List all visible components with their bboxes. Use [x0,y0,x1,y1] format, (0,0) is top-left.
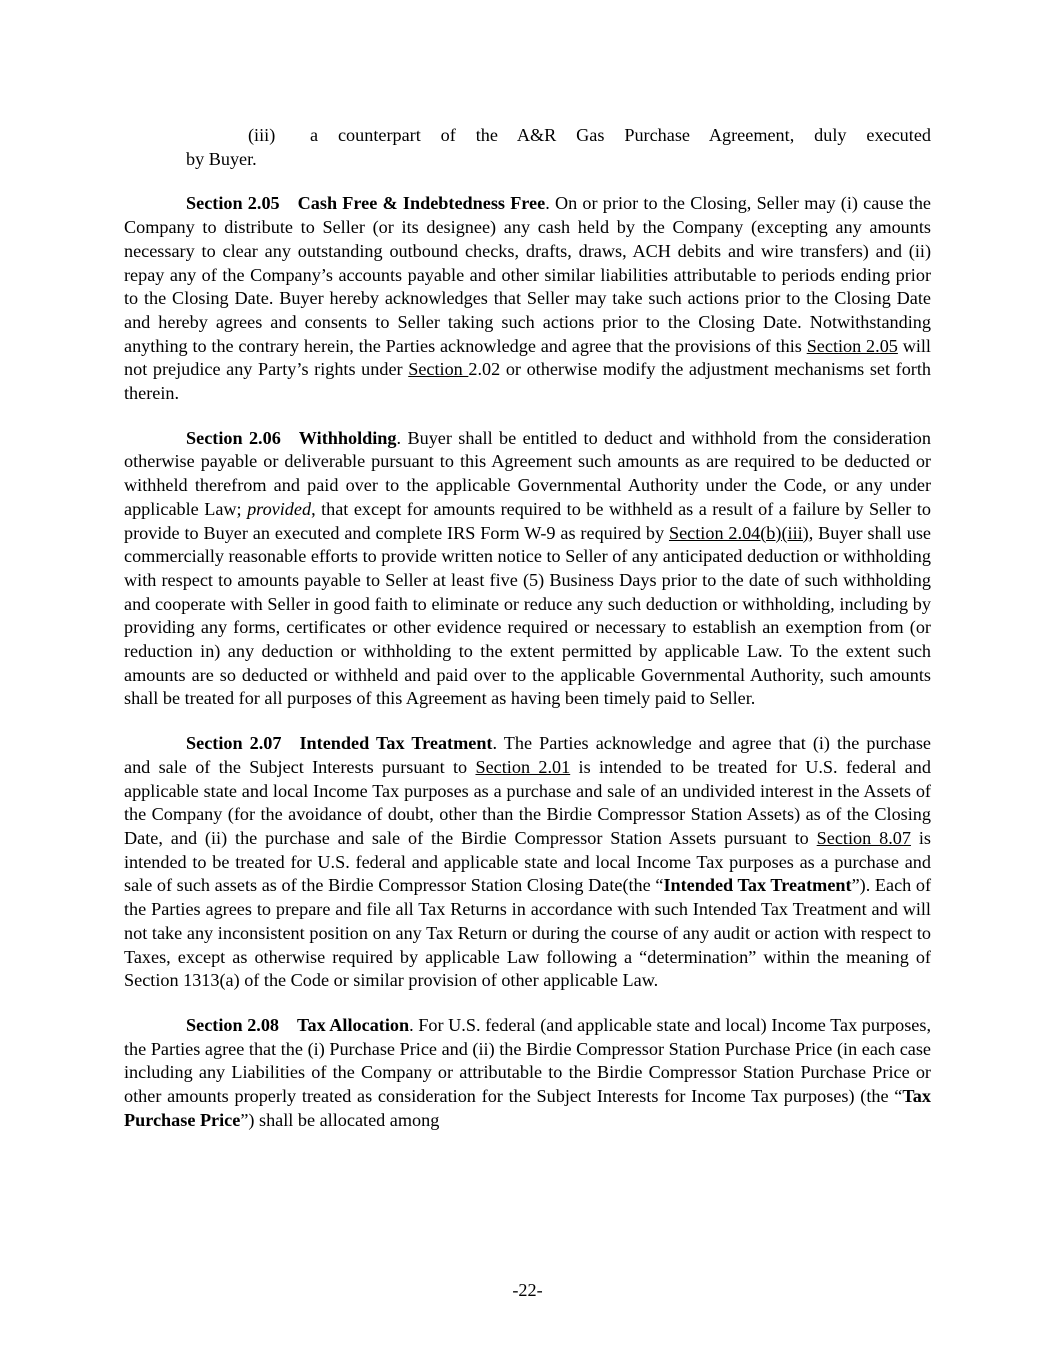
section-text: is intended to be treated for U.S. federal and applicable state and local Income Tax purposes as a purchase and sale of such assets as of the Birdie Compressor Station Closing Date(the “ [124,827,931,896]
cross-reference: Section 2.05 [806,335,898,356]
section-text: , that except for amounts required to be withheld as a result of a failure by Seller to provide to Buyer an executed and complete IRS Form W-9 as required by [124,498,931,543]
defined-term: Intended Tax Treatment [663,875,852,896]
cross-reference: Section 2.01 [475,756,571,777]
section-text: 2.02 or otherwise modify the adjustment mechanisms set forth therein. [124,359,931,404]
clause-item-iii-line1 [124,124,931,148]
document-page [124,124,931,1153]
section-2-06 [124,427,931,711]
section-number: Section 2.05 [186,193,280,214]
section-text: , Buyer shall use commercially reasonable efforts to provide written notice to Seller of any anticipated deduction or withholding with respect to amounts payable to Seller at least five (5) Business Days prior to the date of such withholding and cooperate with Seller in good faith to eliminate or reduce any such deduction or withholding, including by providing any forms, certificates or other evidence required or necessary to establish an exemption from (or reduction in) any deduction or withholding to the extent permitted by applicable Law. To the extent such amounts are so deducted or withheld and paid over to the applicable Governmental Authority, such amounts shall be treated for all purposes of this Agreement as having been timely paid to Seller. [124,522,931,709]
clause-item-text-line1: a counterpart of the A&R Gas Purchase Agreement, duly executed [310,125,931,145]
section-text: ”) shall be allocated among [240,1109,440,1130]
section-text: . For U.S. federal (and applicable state and local) Income Tax purposes, the Parties agree that the (i) Purchase Price and (ii) the Birdie Compressor Station Purchase Price (in each case including any Liabilities of the Company or attributable to the Birdie Compressor Station Purchase Price or other amounts properly treated as consideration for the Subject Interests for Income Tax purposes) (the “ [124,1014,931,1107]
section-title: Withholding [298,427,397,448]
section-text: . On or prior to the Closing, Seller may (i) cause the Company to distribute to Seller (or its designee) any cash held by the Company (excepting any amounts necessary to clear any outstanding outbound checks, drafts, draws, ACH debits and wire transfers) and (ii) repay any of the Company’s accounts payable and other similar liabilities attributable to periods ending prior to the Closing Date. Buyer hereby acknowledges that Seller may take such actions prior to the Closing Date and hereby agrees and consents to Seller taking such actions prior to the Closing Date. Notwithstanding anything to the contrary herein, the Parties acknowledge and agree that the provisions of this [124,193,931,356]
section-title: Tax Allocation [297,1014,410,1035]
section-text: is intended to be treated for U.S. federal and applicable state and local Income Tax purposes as a purchase and sale of an undivided interest in the Assets of the Company (for the avoidance of doubt, other than the Birdie Compressor Station Assets) as of the Closing Date, and (ii) the purchase and sale of the Birdie Compressor Station Assets pursuant to [124,756,931,848]
section-2-07 [124,732,931,993]
section-2-05 [124,192,931,405]
cross-reference: Section 2.04(b)(iii) [668,522,809,543]
page-number: -22- [512,1280,543,1300]
defined-term: Tax Purchase Price [124,1086,931,1130]
italic-term: provided [247,498,312,519]
section-number: Section 2.06 [186,427,281,448]
section-2-08 [124,1014,931,1133]
section-title: Intended Tax Treatment [299,733,493,754]
section-text: will not prejudice any Party’s rights under [124,335,931,380]
section-number: Section 2.07 [186,733,282,754]
clause-item-iii [124,124,931,171]
section-title: Cash Free & Indebtedness Free [297,193,546,214]
section-text: . Buyer shall be entitled to deduct and withhold from the consideration otherwise payable or deliverable pursuant to this Agreement such amounts as are required to be deducted or withheld therefrom and paid over to the applicable Governmental Authority under the Code, or any under applicable Law; [124,427,931,519]
section-text: . The Parties acknowledge and agree that (i) the purchase and sale of the Subject Interests pursuant to [124,733,931,777]
cross-reference: Section 8.07 [816,827,911,848]
section-number: Section 2.08 [186,1014,280,1035]
clause-item-text-line2: by Buyer. [186,148,257,169]
section-text: ”). Each of the Parties agrees to prepare and file all Tax Returns in accordance with such Intended Tax Treatment and will not take any inconsistent position on any Tax Return or during the course of any audit or action with respect to Taxes, except as otherwise required by applicable Law following a “determination” within the meaning of Section 1313(a) of the Code or similar provision of other applicable Law. [124,875,932,991]
cross-reference: Section [408,359,469,380]
clause-item-number: (iii) [248,125,276,145]
